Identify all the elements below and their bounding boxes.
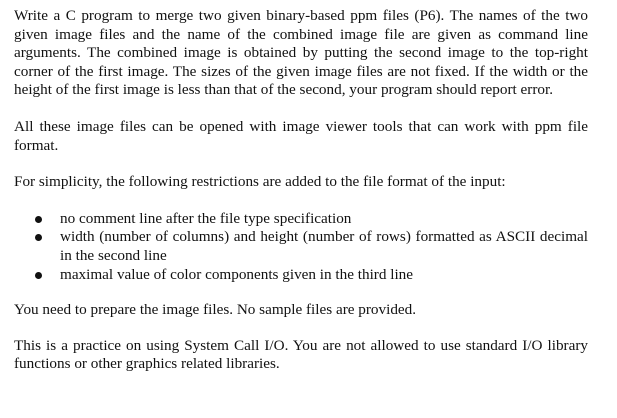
viewer-note-paragraph: All these image files can be opened with image viewer tools that can work with ppm file format. bbox=[14, 117, 588, 154]
restrictions-intro-paragraph: For simplicity, the following restrictions are added to the file format of the input: bbox=[14, 173, 506, 191]
restriction-item bbox=[14, 210, 588, 229]
restrictions-list bbox=[14, 210, 588, 284]
prepare-files-paragraph: You need to prepare the image files. No sample files are provided. bbox=[14, 301, 417, 319]
task-description-paragraph: Write a C program to merge two given binary-based ppm files (P6). The names of the two given image files and the name of the combined image file are given as command line arguments. The combined image is obtained by putting the second image to the top-right corner of the first image. The sizes of the given image files are not fixed. If the width or the height of the first image is less than that of the second, your program should report error. bbox=[14, 7, 588, 99]
bullet-icon bbox=[35, 234, 42, 241]
restriction-item bbox=[14, 228, 588, 265]
document-body bbox=[14, 7, 588, 374]
system-call-note-paragraph: This is a practice on using System Call I/O. You are not allowed to use standard I/O library functions or other graphics related libraries. bbox=[14, 336, 588, 373]
bullet-icon bbox=[35, 216, 42, 223]
restriction-text: width (number of columns) and height (number of rows) formatted as ASCII decimal in the second line bbox=[60, 228, 588, 264]
restriction-item bbox=[14, 266, 588, 285]
restriction-text: maximal value of color components given in the third line bbox=[60, 265, 414, 283]
bullet-icon bbox=[35, 272, 42, 279]
restriction-text: no comment line after the file type specification bbox=[60, 209, 352, 227]
